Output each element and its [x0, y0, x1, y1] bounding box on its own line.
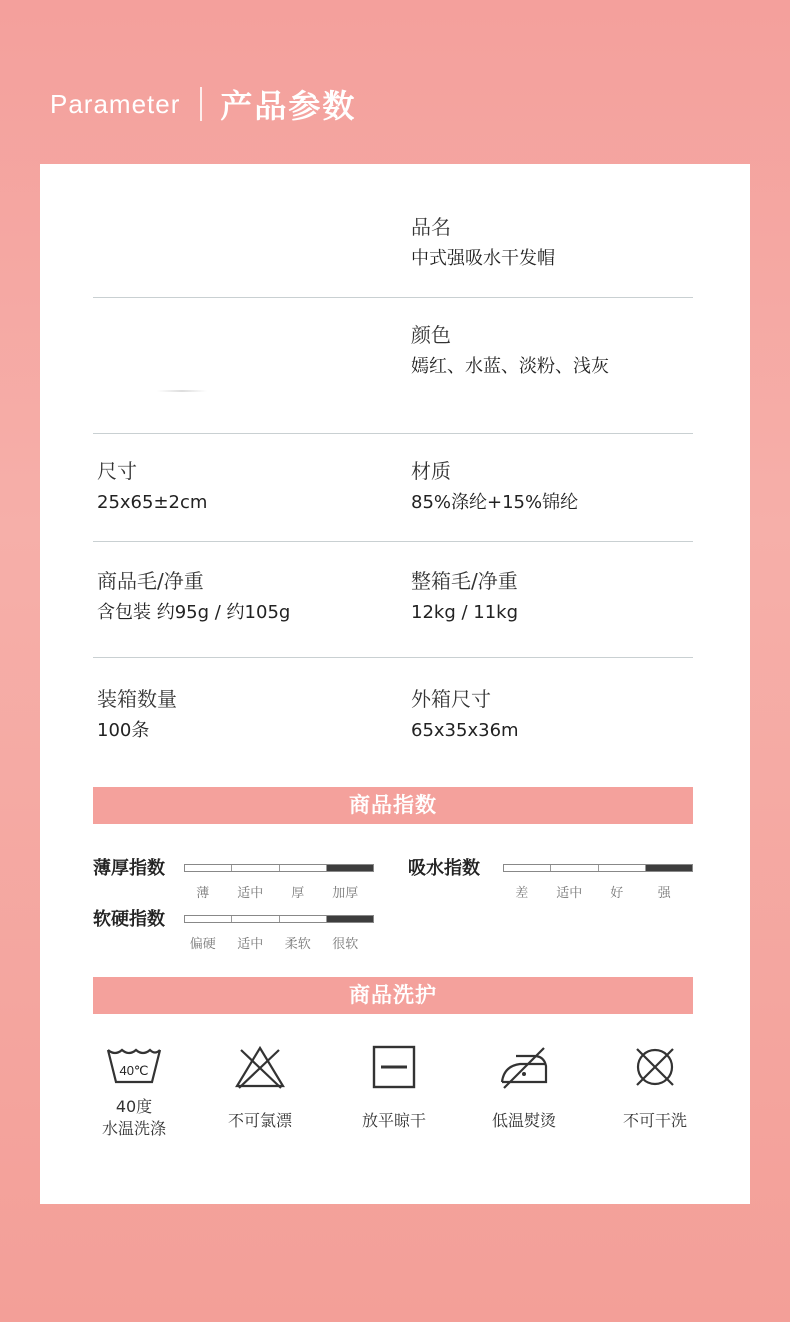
material-cell — [411, 458, 578, 516]
box-qty-cell — [97, 686, 177, 744]
care-item-no-dry-clean — [590, 1044, 720, 1132]
size-label: 尺寸 — [97, 459, 137, 483]
care-section-banner: 商品洗护 — [93, 977, 693, 1014]
no-bleach-icon — [233, 1044, 287, 1090]
no-dry-clean-icon — [632, 1044, 678, 1090]
care-label-wash-temp: 40度 — [115, 1097, 153, 1116]
material-label: 材质 — [411, 459, 451, 483]
thickness-index — [93, 854, 383, 901]
size-value: 25x65±2cm — [97, 492, 208, 513]
absorbency-seg-4 — [646, 865, 692, 871]
param-row-name — [93, 214, 693, 298]
absorbency-level-label: 适中 — [556, 886, 583, 901]
product-image — [97, 318, 337, 408]
weight-cell — [97, 568, 290, 626]
name-cell — [411, 214, 555, 272]
thickness-seg-3 — [280, 865, 327, 871]
thickness-level-label: 厚 — [291, 886, 305, 901]
param-row-color — [93, 298, 693, 434]
param-row-box — [93, 658, 693, 758]
thickness-level-label: 薄 — [196, 886, 210, 901]
box-size-value: 65x35x36m — [411, 720, 519, 741]
thickness-seg-4 — [327, 865, 373, 871]
iron-low-icon — [494, 1044, 554, 1090]
absorbency-level-label: 好 — [610, 886, 624, 901]
softness-seg-4 — [327, 916, 373, 922]
header-divider — [200, 87, 202, 121]
softness-index-title: 软硬指数 — [93, 909, 165, 930]
thickness-index-labels — [179, 882, 369, 901]
header-cn-title: 产品参数 — [220, 87, 357, 125]
care-instructions — [93, 1044, 713, 1154]
index-section-banner: 商品指数 — [93, 787, 693, 824]
parameter-card — [40, 164, 750, 1204]
care-label-iron: 低温熨烫 — [491, 1111, 556, 1130]
softness-index-labels — [179, 933, 369, 952]
softness-level-label: 很软 — [332, 937, 359, 952]
name-label: 品名 — [411, 215, 451, 239]
softness-level-label: 偏硬 — [189, 937, 216, 952]
absorbency-index-labels — [498, 882, 688, 901]
header-en-title: Parameter — [50, 88, 181, 119]
image-fragment — [157, 390, 207, 392]
param-row-size-material — [93, 434, 693, 542]
box-qty-label: 装箱数量 — [97, 687, 177, 711]
care-label-no-bleach: 不可氯漂 — [227, 1111, 292, 1130]
care-item-dry-flat — [329, 1044, 459, 1132]
size-cell — [97, 458, 207, 516]
softness-level-label: 适中 — [237, 937, 264, 952]
absorbency-level-label: 强 — [657, 886, 671, 901]
color-cell — [411, 322, 609, 380]
thickness-seg-2 — [232, 865, 279, 871]
weight-label: 商品毛/净重 — [97, 569, 204, 593]
absorbency-seg-2 — [551, 865, 598, 871]
material-value: 85%涤纶+15%锦纶 — [411, 492, 579, 513]
wash-temp-text: 40℃ — [119, 1063, 149, 1078]
name-value: 中式强吸水干发帽 — [411, 248, 555, 269]
softness-seg-3 — [280, 916, 327, 922]
thickness-index-title: 薄厚指数 — [93, 858, 165, 879]
softness-index — [93, 905, 383, 952]
box-weight-value: 12kg / 11kg — [411, 602, 519, 623]
thickness-index-bar — [184, 864, 374, 872]
box-size-label: 外箱尺寸 — [411, 687, 491, 711]
absorbency-index-title: 吸水指数 — [408, 858, 480, 879]
softness-index-bar — [184, 915, 374, 923]
wash-40-icon — [104, 1044, 164, 1086]
thickness-level-label: 加厚 — [332, 886, 359, 901]
thickness-seg-1 — [185, 865, 232, 871]
absorbency-index-bar — [503, 864, 693, 872]
weight-value: 含包装 约95g / 约105g — [97, 602, 291, 623]
box-weight-cell — [411, 568, 518, 626]
dry-flat-icon — [371, 1044, 417, 1090]
care-item-no-bleach — [195, 1044, 325, 1132]
page-header — [50, 84, 356, 124]
absorbency-seg-3 — [599, 865, 646, 871]
absorbency-level-label: 差 — [515, 886, 529, 901]
absorbency-seg-1 — [504, 865, 551, 871]
care-label-dry-flat: 放平晾干 — [361, 1111, 426, 1130]
care-item-iron — [459, 1044, 589, 1132]
care-label-no-dry-clean: 不可干洗 — [622, 1111, 687, 1130]
param-row-weight — [93, 542, 693, 658]
absorbency-index — [408, 854, 708, 901]
box-weight-label: 整箱毛/净重 — [411, 569, 518, 593]
softness-seg-2 — [232, 916, 279, 922]
box-size-cell — [411, 686, 519, 744]
softness-level-label: 柔软 — [284, 937, 311, 952]
color-value: 嫣红、水蓝、淡粉、浅灰 — [411, 356, 609, 377]
care-label-wash: 水温洗涤 — [101, 1119, 166, 1138]
thickness-level-label: 适中 — [237, 886, 264, 901]
box-qty-value: 100条 — [97, 720, 150, 741]
color-label: 颜色 — [411, 323, 451, 347]
softness-seg-1 — [185, 916, 232, 922]
care-item-wash — [69, 1044, 199, 1140]
